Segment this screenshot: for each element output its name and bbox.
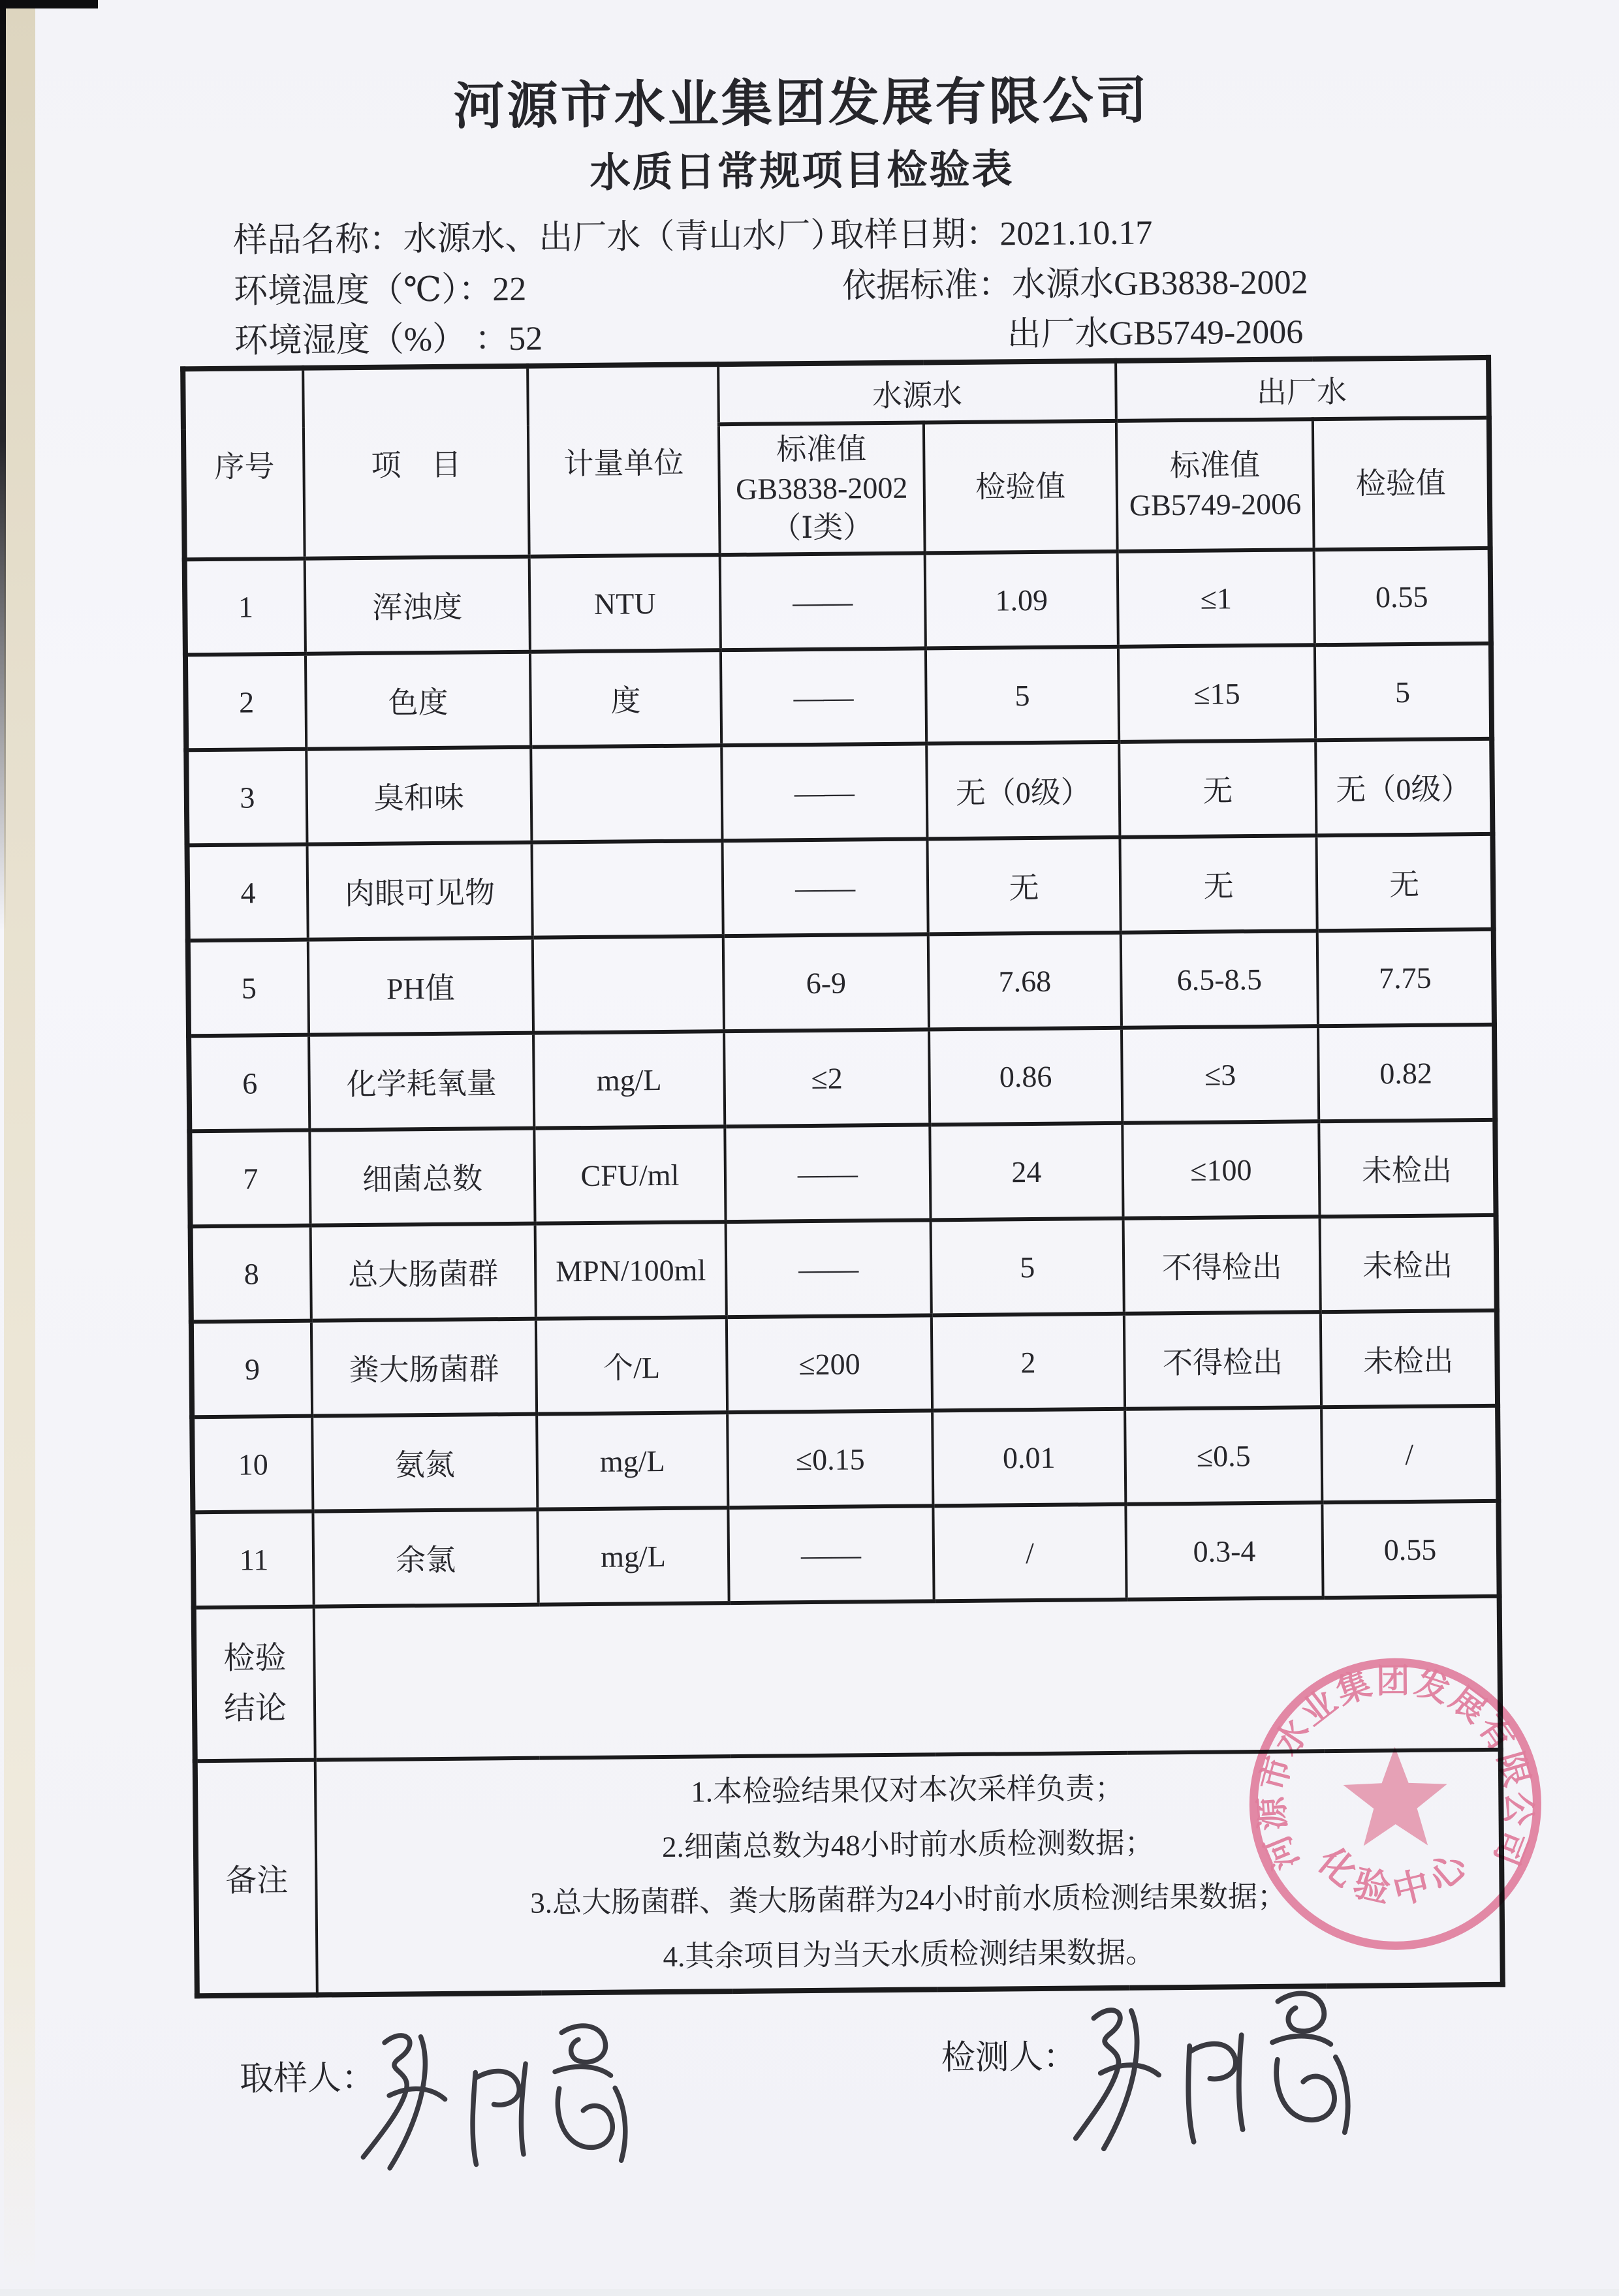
cell-factory-standard: ≤3 (1122, 1026, 1319, 1123)
table-group-header-row (183, 358, 1489, 429)
standard-factory-value: 出厂水GB5749-2006 (1007, 313, 1304, 354)
standard-reference-label: 依据标准： (841, 266, 1013, 305)
cell-factory-standard: 无 (1119, 740, 1316, 837)
conclusion-label: 检验结论 (223, 1640, 287, 1726)
cell-factory-standard: 6.5-8.5 (1121, 931, 1318, 1028)
env-temperature-label: 环境温度（℃）： (233, 271, 493, 311)
cell-source-value: 0.86 (929, 1028, 1122, 1125)
cell-factory-standard: ≤1 (1118, 550, 1315, 647)
cell-source-value: 2 (932, 1314, 1125, 1411)
cell-no: 11 (193, 1512, 313, 1608)
tester-label: 检测人： (941, 2038, 1078, 2077)
cell-source-standard: ≤0.15 (727, 1410, 933, 1508)
env-humidity-label: 环境湿度（%） ： (234, 320, 509, 360)
remark-line-2: 2.细菌总数为48小时前水质检测数据； (661, 1825, 1154, 1863)
company-title: 河源市水业集团发展有限公司 (453, 72, 1150, 135)
cell-factory-standard: 0.3-4 (1125, 1502, 1323, 1600)
env-temperature-value: 22 (492, 270, 527, 309)
svg-text:化验中心 (1310, 1838, 1482, 1914)
cell-source-value: 0.01 (932, 1409, 1125, 1506)
cell-no: 10 (192, 1416, 313, 1513)
cell-source-standard: —— (726, 1220, 932, 1317)
cell-item: 总大肠菌群 (311, 1224, 536, 1321)
cell-factory-value: 未检出 (1321, 1311, 1498, 1407)
cell-source-standard: —— (721, 743, 927, 841)
cell-factory-value: / (1321, 1406, 1498, 1502)
cell-item: 细菌总数 (309, 1128, 535, 1226)
cell-factory-value: 无 (1316, 834, 1493, 931)
scanner-edge-top (0, 0, 98, 8)
header-source-check-value: 检验值 (924, 421, 1118, 553)
star-icon (1343, 1746, 1447, 1846)
cell-factory-standard: ≤15 (1118, 645, 1315, 742)
source-standard-code: GB3838-2002 (735, 471, 908, 506)
cell-factory-value: 0.55 (1314, 548, 1491, 645)
cell-source-standard: —— (722, 839, 928, 936)
scanner-edge-left (0, 0, 6, 979)
cell-source-value: 5 (926, 647, 1119, 744)
cell-item: 色度 (306, 652, 531, 749)
sampler-label: 取样人： (239, 2059, 376, 2098)
table-row (191, 1311, 1498, 1417)
env-humidity-line (234, 311, 542, 362)
cell-source-value: 无 (927, 837, 1120, 935)
factory-standard-code: GB5749-2006 (1129, 487, 1302, 522)
sampling-date-value: 2021.10.17 (999, 214, 1153, 253)
conclusion-label-cell (194, 1607, 315, 1761)
cell-unit: NTU (529, 555, 721, 652)
remark-line-1: 1.本检验结果仅对本次采样负责； (691, 1771, 1125, 1808)
table-row (188, 929, 1494, 1036)
header-item: 项 目 (303, 366, 529, 559)
table-row (186, 739, 1492, 845)
cell-factory-value: 0.55 (1322, 1501, 1499, 1598)
table-row (185, 548, 1491, 655)
header-factory-standard (1116, 419, 1314, 551)
cell-factory-standard: 不得检出 (1124, 1312, 1321, 1409)
cell-factory-standard: ≤100 (1122, 1121, 1319, 1218)
cell-factory-standard: 无 (1120, 835, 1317, 933)
stamp-ring-text: 河源市水业集团发展有限公司 (1253, 1662, 1537, 1875)
table-row (185, 644, 1492, 750)
remark-line-4: 4.其余项目为当天水质检测结果数据。 (663, 1935, 1155, 1973)
cell-source-value: 24 (930, 1123, 1123, 1220)
cell-item: PH值 (308, 938, 533, 1035)
cell-factory-value: 0.82 (1318, 1025, 1495, 1121)
cell-no: 9 (191, 1321, 312, 1418)
env-temperature-line (234, 261, 527, 313)
cell-no: 3 (186, 749, 307, 846)
cell-no: 2 (185, 654, 306, 751)
table-row (189, 1120, 1496, 1226)
standard-reference-line (842, 254, 1308, 307)
cell-unit: MPN/100ml (535, 1222, 727, 1319)
cell-item: 余氯 (313, 1510, 538, 1607)
factory-standard-label: 标准值 (1169, 448, 1261, 483)
sample-name-label: 样品名称： (233, 221, 403, 260)
cell-unit (533, 936, 724, 1033)
source-standard-label: 标准值 (776, 432, 867, 467)
header-source-standard (719, 422, 925, 555)
sample-name-value: 水源水、出厂水（青山水厂） (403, 217, 845, 258)
cell-factory-value: 5 (1315, 644, 1492, 740)
cell-unit: mg/L (533, 1031, 725, 1128)
cell-source-value: 1.09 (925, 551, 1118, 649)
cell-source-standard: —— (720, 553, 926, 650)
cell-item: 化学耗氧量 (309, 1033, 534, 1130)
header-factory-water-group: 出厂水 (1116, 358, 1489, 421)
cell-unit: mg/L (537, 1412, 728, 1510)
sample-name-line (233, 207, 845, 261)
remark-label-cell (195, 1760, 317, 1996)
cell-source-standard: —— (725, 1125, 930, 1222)
cell-source-value: 7.68 (928, 933, 1122, 1030)
cell-no: 1 (185, 559, 306, 655)
header-unit: 计量单位 (527, 364, 720, 557)
cell-item: 粪大肠菌群 (311, 1319, 537, 1416)
sampler-signature (338, 2004, 647, 2202)
table-row (187, 834, 1493, 940)
stamp-center-text: 化验中心 (1310, 1838, 1482, 1913)
cell-unit: CFU/ml (534, 1126, 725, 1224)
cell-unit: 度 (530, 650, 721, 747)
table-row (191, 1215, 1497, 1322)
standard-source-value: 水源水GB3838-2002 (1011, 264, 1308, 304)
tester-signature (1044, 1968, 1372, 2186)
remark-line-3: 3.总大肠菌群、粪大肠菌群为24小时前水质检测结果数据； (530, 1880, 1287, 1919)
cell-no: 4 (187, 845, 307, 941)
cell-source-value: / (933, 1504, 1126, 1602)
cell-no: 8 (191, 1226, 311, 1322)
cell-no: 7 (189, 1130, 310, 1227)
company-stamp (1244, 1653, 1546, 1955)
cell-source-standard: ≤200 (727, 1315, 932, 1412)
header-no: 序号 (183, 368, 305, 560)
document-title: 水质日常规项目检验表 (589, 147, 1014, 196)
cell-item: 浑浊度 (305, 557, 530, 654)
header-factory-check-value: 检验值 (1313, 418, 1490, 550)
scanner-edge-strip (4, 5, 35, 2289)
cell-item: 肉眼可见物 (307, 843, 532, 940)
table-row (192, 1406, 1498, 1512)
cell-source-value: 无（0级） (926, 742, 1120, 839)
cell-unit (531, 841, 723, 938)
cell-factory-standard: ≤0.5 (1125, 1407, 1322, 1504)
cell-factory-value: 无（0级） (1315, 739, 1492, 835)
cell-unit (531, 745, 722, 843)
cell-factory-value: 未检出 (1319, 1120, 1496, 1217)
table-row (189, 1025, 1495, 1131)
cell-factory-value: 未检出 (1320, 1215, 1497, 1312)
sampling-date-label: 取样日期： (830, 215, 1000, 255)
cell-item: 臭和味 (306, 747, 531, 845)
remark-label: 备注 (225, 1863, 289, 1899)
cell-unit: 个/L (536, 1317, 727, 1414)
cell-source-standard: ≤2 (724, 1029, 930, 1126)
env-humidity-value: 52 (508, 320, 543, 358)
sampling-date-line (830, 204, 1153, 256)
cell-factory-standard: 不得检出 (1124, 1217, 1321, 1314)
header-source-water-group: 水源水 (718, 361, 1116, 424)
cell-factory-value: 7.75 (1317, 929, 1494, 1026)
table-row (193, 1501, 1499, 1607)
source-standard-class: （Ⅰ类） (770, 510, 873, 545)
cell-item: 氨氮 (312, 1414, 537, 1512)
cell-source-standard: 6-9 (723, 934, 929, 1031)
cell-source-value: 5 (931, 1218, 1124, 1316)
cell-no: 5 (188, 940, 309, 1036)
cell-source-standard: —— (721, 648, 926, 745)
cell-unit: mg/L (537, 1508, 729, 1605)
cell-source-standard: —— (728, 1506, 934, 1603)
cell-no: 6 (189, 1035, 309, 1132)
